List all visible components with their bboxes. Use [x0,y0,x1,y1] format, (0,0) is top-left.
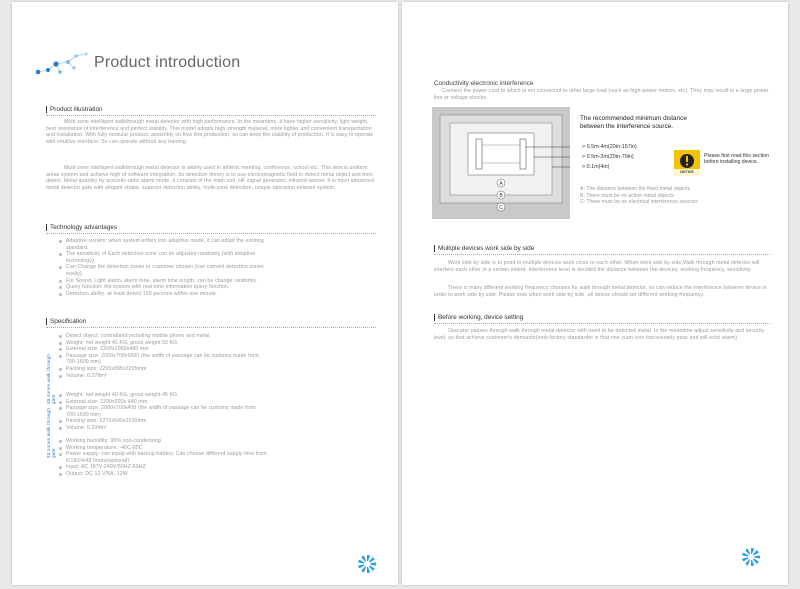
diagram-title-line-2: between the interference source. [580,123,674,130]
divider [46,327,376,328]
illustration-paragraph-2: Multi-zone intelligent walkthrough metal detector is widely used in athletic meeting, conference, school etc. This item is uniform areas system and achieve high of software integration. Its detection theory is to use electromagnetic field to detect metal object and then detect. Metal quantity by acoustic-optic alarm mode. It consists of the main unit, HF signal generator, infrared sensor. It is most advanced metal detector gate with elegant shape, superior detection ability, multi-zone detection, unique operation network system. [46,165,374,191]
section-heading-multiple: Multiple devices work side by side [434,245,534,252]
divider [434,323,770,324]
gate-diagram-graphic [432,107,570,219]
diagram-title-line-1: The recommended minimum distance [580,115,687,122]
legend-item-a: A: The distance between the fixed metal objects [580,186,691,192]
distance-label-2: > 0.5m-2m(20in-79in) [582,154,634,160]
zone-letter-b: B [499,193,503,199]
list-item: External size: 2200x1900x480 mm [58,346,268,353]
molecule-logo-icon [30,48,100,78]
distance-label-3: > 0.1m(4in) [582,164,610,170]
diagram-legend [580,186,698,206]
list-item: Adaptive system: when system enters into adaptive mode, it can adapt the existing standard. [58,238,268,251]
list-item: Working temperature: -40C-85C [58,445,268,452]
notice-text: Please first read this section before installing device. [704,153,769,166]
divider [46,233,376,234]
zone-letter-c: C [499,205,503,211]
brand-logo-icon [742,548,760,566]
list-item: Output: DC 12 V/5A, 12W [58,471,268,478]
spec-list-2 [58,392,268,432]
list-item: Packing size: 2265x895x2295mm [58,366,268,373]
section-heading-technology: Technology advantages [46,224,117,231]
list-item: For Sound, Light alarm, alarm tone, alarm time length, can be change randomly. [58,278,268,285]
list-item: Weight: net weight 40 KG, gross weight 45 KG [58,392,268,399]
spec-label-33-zones: 33 zones walk through gate [46,407,56,458]
interference-diagram [432,107,570,219]
notice-badge [674,150,700,176]
diagram-title [580,115,687,131]
before-working-paragraph: Operator passes through walk through metal detector with need to be detected metal. In the meantime adjust sensitivity and security level, so that achieve customer's demands(note:factory standarder is that one yuan coin transversely pass and will exist alarm) [434,328,765,341]
right-page [402,2,788,585]
illustration-paragraph-1: Multi-zone intelligent walkthrough metal detector with high performance. In the meantime, it have higher sensitivity, light weight, best resistance of interference and perfect stability. This model adopts high strength material, more lighter and convenient transportation and installation. With fully modular product, assembly on flow line production, so can keep the stability of production. It is easy to operate with intuitive interface. So can operate without any training. [46,119,374,145]
list-item: Passage size: 2000x700x400 (the width of passage can be customs made from 700-1600 mm) [58,405,268,418]
brand-logo-icon [358,555,376,573]
spec-list-3 [58,438,268,478]
section-heading-illustration: Product illustration [46,106,103,113]
legend-item-c: C: There must be no electrical interference sources [580,199,698,206]
technology-list [58,238,268,297]
conductivity-text: Connect the power cord to which is not connected to other large load (such as high-power motors, etc). They may result in a large power line or voltage shocks. [434,88,769,101]
divider [46,115,376,116]
list-item: Power supply: can equip with backup battery. Can choose different supply time from 6/18/24/48 hours(optional) [58,451,268,464]
list-item: Volume: 0.378m³ [58,373,268,380]
divider [434,254,770,255]
list-item: Packing size: 2270x540x2230mm [58,418,268,425]
section-heading-conductivity: Conductivity electronic interference [434,80,534,87]
spec-list-1 [58,333,268,379]
section-heading-before-working: Before working, device setting [434,314,523,321]
notice-label: NOTICE [680,170,694,174]
zone-letter-a: A [499,181,503,187]
section-heading-specification: Specification [46,318,86,325]
distance-label-1: > 0.5m-4m(20in-157in) [582,144,637,150]
multiple-paragraph-2: There is many different working frequency chooses for walk through metal detector, so can reduce the interference between device in order to work side by side. Please note,when work side by side ,all device should set different working frequency. [434,285,767,298]
left-page [12,2,398,585]
list-item: Detection ability: at least detect 100 persons within one minute. [58,291,268,298]
list-item: Working humidity: 95%,non-condensing [58,438,268,445]
list-item: Can Change the detection zones to customer chosen (can convert detection zones easily). [58,264,268,277]
list-item: Volume: 0.334m³ [58,425,268,432]
list-item: Passage size: 2000x700x1600 (the width of passage can be customs made from 700-1600 mm) [58,353,268,366]
multiple-paragraph-1: Work side by side is to point to multiple devices work close to each other. When work side by side,Walk through metal detector will interfere each other in a certain extent. Interference level is decided the distance between the devices, working frequency, sensitivity. [434,260,760,273]
legend-item-b: B: There must be no active metal objects [580,192,674,199]
list-item: The sensitivity of Each detection zone can be adjusted randomly (with adaptive technology). [58,251,268,264]
spec-label-48-zones: 48 zones walk through gate [46,353,56,404]
list-item: External size: 2200x920x 440 mm [58,399,268,406]
list-item: Detect object: contraband including mobile phone and metal [58,333,268,340]
list-item: Weight: net weight 45 KG, gross weight 52 KG [58,340,268,347]
list-item: Query function: the system with real-time information query function. [58,284,268,291]
page-title: Product introduction [94,54,241,71]
list-item: Input: AC 187V-240V/50HZ-60HZ [58,464,268,471]
